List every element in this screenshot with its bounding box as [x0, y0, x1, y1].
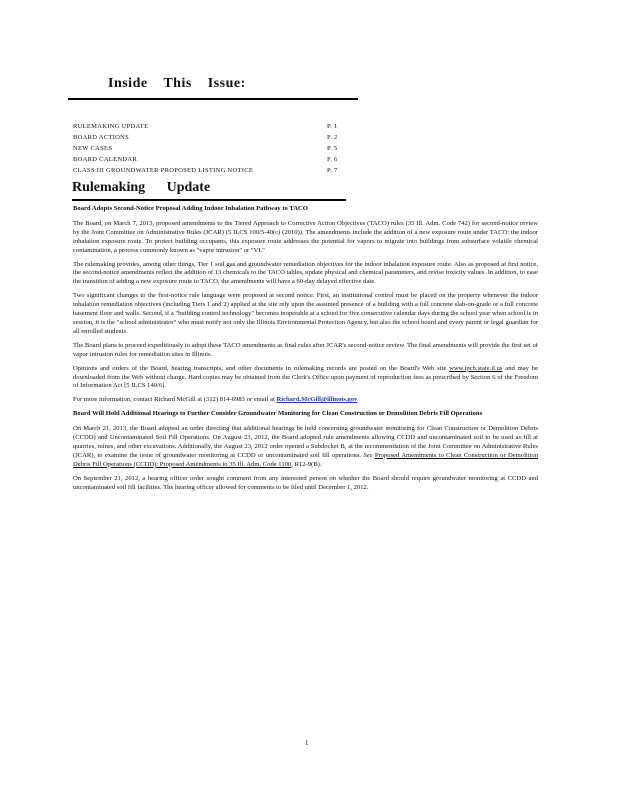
toc-item-class-iii[interactable]	[73, 165, 345, 176]
article-paragraph: On September 21, 2012, a hearing officer order sought comment from any interested person on whether the Board should require groundwater monitoring at CCDD and uncontaminated soil fill facilities. The hearing officer allowed for comments to be filed until December 1, 2012.	[73, 474, 538, 491]
toc-item-new-cases[interactable]	[73, 143, 345, 154]
section-title: Rulemaking Update	[72, 180, 211, 195]
article-paragraph: Two significant changes to the first-notice rule language were proposed at second notice. First, an institutional control must be placed on the property whenever the indoor inhalation remediation objectives (including Tiers 1 and 2) applied at the site rely upon the assumed presence of a building with a full concrete slab-on-grade or a full concrete basement floor and walls. Second, if a "building control technology" becomes inoperable at a school for five consecutive calendar days during the school year when school is in session, it is the "school administrator" who must notify not only the Illinois Environmental Protection Agency, but also the school board and every parent or legal guardian for all enrolled students.	[73, 292, 538, 335]
article-paragraph: The Board, on March 7, 2013, proposed amendments to the Tiered Approach to Corrective Action Objectives (TACO) rules (35 Ill. Adm. Code 742) for second-notice review by the Joint Committee on Administrative Rules (JCAR) (5 ILCS 100/5-40(c) (2010)). The amendments include the addition of a new exposure route under TACO: the indoor inhalation exposure route. To protect building occupants, this exposure route addresses the potential for vapors to migrate into buildings from subsurface volatile chemical contamination, a process commonly known as "vapor intrusion" or "VI."	[73, 219, 538, 254]
toc-item-page: P. 6	[327, 156, 338, 163]
see-citation-signal: See	[363, 451, 373, 459]
table-of-contents	[73, 121, 345, 176]
toc-item-page: P. 5	[327, 145, 338, 152]
toc-item-label: BOARD ACTIONS	[73, 134, 130, 141]
toc-item-label: CLASS III GROUNDWATER PROPOSED LISTING NOTICE	[73, 167, 254, 174]
rulemaking-reference: Proposed Amendments to Clean Construction or Demolition Debris Fill Operations (CCDD): Proposed Amendments to 35 Ill. Adm. Code 1100	[73, 451, 538, 468]
title-divider	[68, 98, 358, 100]
toc-item-rulemaking[interactable]	[73, 121, 345, 132]
email-link[interactable]: Richard.McGill@illinois.gov	[276, 396, 358, 404]
web-site-link[interactable]: www.ipcb.state.il.us	[449, 364, 503, 372]
contact-text: For more information, contact Richard McGill at (312) 814-6983 or email at	[73, 396, 277, 404]
article-heading: Board Adopts Second-Notice Proposal Adding Indoor Inhalation Pathway to TACO	[73, 205, 308, 212]
article-paragraph: The rulemaking provides, among other things, Tier 1 soil gas and groundwater remediation objectives for the indoor inhalation exposure route. Also as proposed at first notice, the second-notice amendments reflect the addition of 13 chemicals to the TACO tables, update physical and chemical parameters, and revise toxicity values. In addition, to ease the transition of adding a new exposure route to TACO, the amendments will have a 60-day delayed effective date.	[73, 260, 538, 286]
article-paragraph	[73, 365, 538, 392]
page-number: 1	[305, 739, 309, 747]
paragraph-text: , R12-9(B).	[291, 460, 322, 468]
paragraph-text: and may be downloaded from the Web without charge. Hard copies may be obtained from the Clerk's Office upon payment of reproduction fees as prescribed by Section 6 of the Freedom of Information Act [5 ILCS 140/6].	[73, 364, 538, 390]
toc-item-board-calendar[interactable]	[73, 154, 345, 165]
paragraph-text: On March 21, 2013, the Board adopted an order directing that additional hearings be held concerning groundwater monitoring for Clean Construction or Demolition Debris (CCDD) and Uncontaminated Soil Fill Operations. On August 23, 2012, the Board adopted rule amendments allowing CCDD and uncontaminated soil to be used as fill at quarries, mines, and other excavations. Additionally, the August 23, 2012 order opened a Subdocket B, at the recommendation of the Joint Committee on Administrative Rules (JCAR), to examine the issue of groundwater monitoring at CCDD or uncontaminated soil fill operations.	[73, 425, 538, 459]
article-body	[73, 205, 538, 497]
toc-item-label: BOARD CALENDAR	[73, 156, 137, 163]
toc-item-page: P. 1	[327, 123, 338, 130]
toc-item-label: NEW CASES	[73, 145, 113, 152]
toc-item-page: P. 2	[327, 134, 338, 141]
toc-item-label: RULEMAKING UPDATE	[73, 123, 149, 130]
toc-item-page: P. 7	[327, 167, 338, 174]
inside-this-issue-title: Inside This Issue:	[108, 76, 246, 91]
article-heading: Board Will Hold Additional Hearings to Further Consider Groundwater Monitoring for Clean Construction or Demolition Debris Fill Operations	[73, 410, 483, 418]
article-paragraph	[73, 425, 538, 470]
article-paragraph: The Board plans to proceed expeditiously to adopt these TACO amendments as final rules after JCAR's second-notice review. The final amendments will provide the first set of vapor intrusion rules for remediation sites in Illinois.	[73, 341, 538, 358]
toc-item-board-actions[interactable]	[73, 132, 345, 143]
paragraph-text: Opinions and orders of the Board, hearing transcripts, and other documents in rulemaking records are posted on the Board's Web site	[73, 364, 450, 372]
section-divider	[72, 199, 346, 201]
contact-paragraph	[73, 396, 538, 405]
